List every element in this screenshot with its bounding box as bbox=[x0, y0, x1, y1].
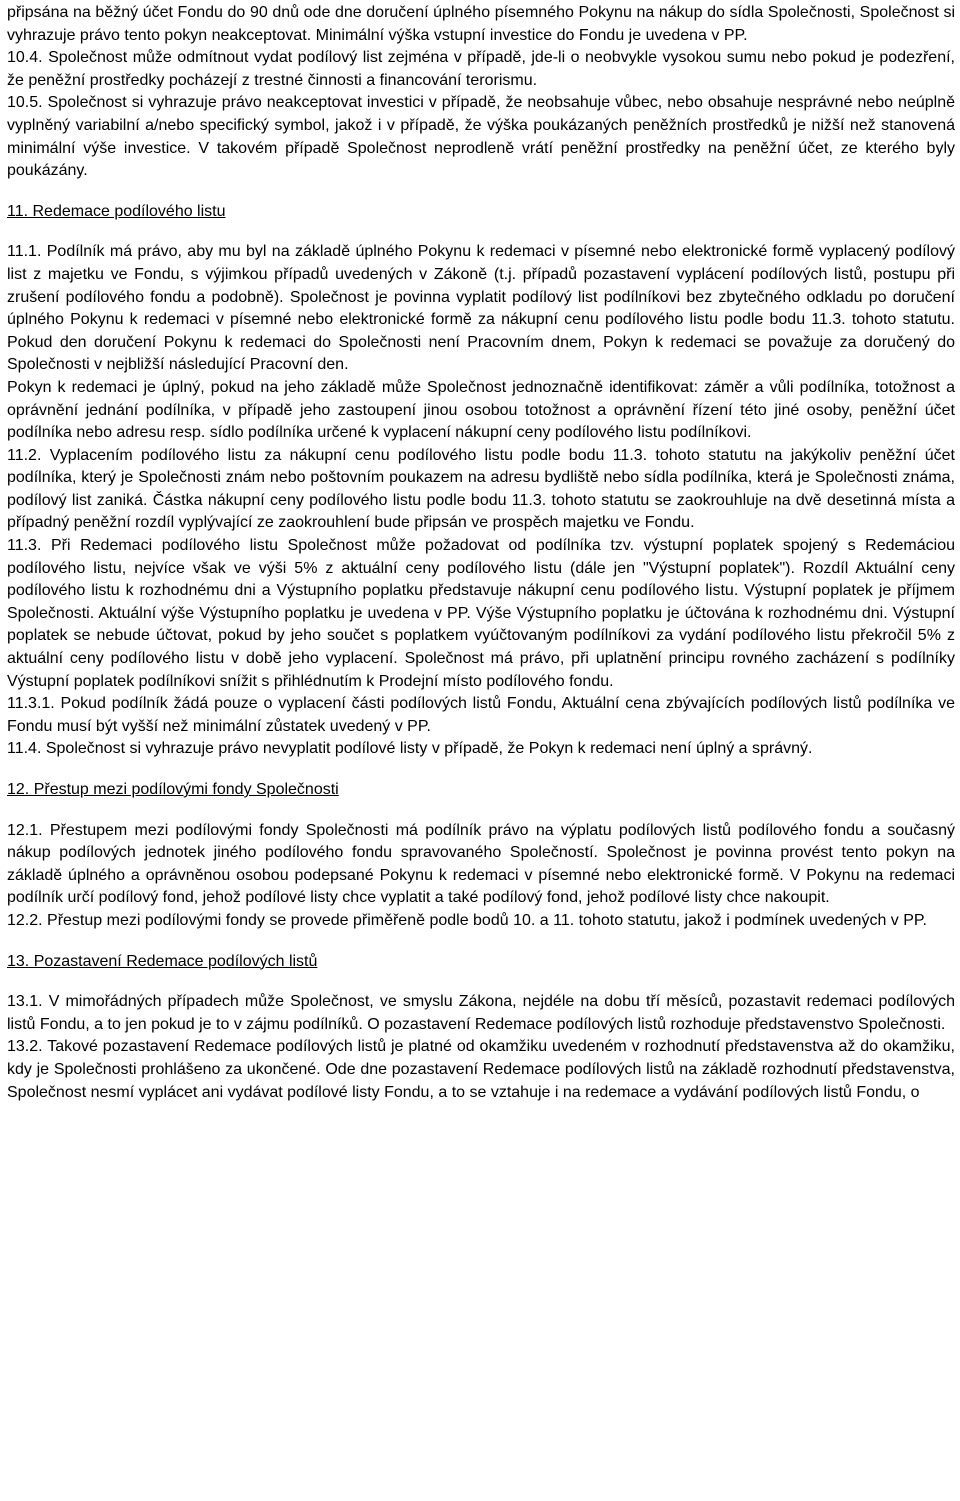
section-heading-12: 12. Přestup mezi podílovými fondy Společnosti bbox=[7, 781, 339, 798]
paragraph-11-3-1: 11.3.1. Pokud podílník žádá pouze o vyplacení části podílových listů Fondu, Aktuální cena zbývajících podílových listů podílníka ve Fondu musí být vyšší než minimální zůstatek uvedený v PP. bbox=[7, 695, 955, 735]
paragraph-10-4: 10.4. Společnost může odmítnout vydat podílový list zejména v případě, jde-li o neobvykle vysokou sumu nebo pokud je podezření, že peněžní prostředky pocházejí z trestné činnosti a financování terorismu. bbox=[7, 49, 955, 89]
document-page bbox=[7, 2, 955, 1104]
paragraph-10-5: 10.5. Společnost si vyhrazuje právo neakceptovat investici v případě, že neobsahuje vůbec, nebo obsahuje nesprávné nebo neúplně vyplněný variabilní a/nebo specifický symbol, jakož i v případě, že výška poukázaných peněžních prostředků je nižší než stanovená minimální výše investice. V takovém případě Společnost neprodleně vrátí peněžní prostředky na peněžní účet, ze kterého byly poukázány. bbox=[7, 94, 955, 180]
paragraph-11-1-order: Pokyn k redemaci je úplný, pokud na jeho základě může Společnost jednoznačně identifikovat: záměr a vůli podílníka, totožnost a oprávnění jednání podílníka, v případě jeho zastoupení jinou osobou totožnost a oprávnění řízení této jiné osoby, peněžní účet podílníka nebo adresu resp. sídlo podílníka určené k vyplacení nákupní ceny podílového listu podílníkovi. bbox=[7, 378, 955, 442]
paragraph-12-2: 12.2. Přestup mezi podílovými fondy se provede přiměřeně podle bodů 10. a 11. tohoto statutu, jakož i podmínek uvedených v PP. bbox=[7, 911, 927, 929]
paragraph-13-2: 13.2. Takové pozastavení Redemace podílových listů je platné od okamžiku uvedeném v rozhodnutí představenstva až do okamžiku, kdy je Společnosti prohlášeno za ukončené. Ode dne pozastavení Redemace podílových listů na základě rozhodnutí představenstva, Společnost nesmí vyplácet ani vydávat podílové listy Fondu, a to se vztahuje i na redemace a vydávání podílových listů Fondu, o bbox=[7, 1038, 955, 1101]
paragraph-11-3: 11.3. Při Redemaci podílového listu Společnost může požadovat od podílníka tzv. výstupní poplatek spojený s Redemáciou podílového listu, nejvíce však ve výši 5% z aktuální ceny podílového listu (dále jen "Výstupní poplatek"). Rozdíl Aktuální ceny podílového listu k rozhodnému dni a Výstupního poplatku představuje nákupní cenu podílového listu. Výstupní poplatek je příjmem Společnosti. Aktuální výše Výstupního poplatku je uvedena v PP. Výše Výstupního poplatku je účtována k rozhodnému dni. Výstupní poplatek se nebude účtovat, pokud by jeho součet s poplatkem vyúčtovaným podílníkovi za vydání podílového listu překročil 5% z aktuální ceny podílového listu v době jeho vyplacení. Společnost má právo, při uplatnění principu rovného zacházení s podílníky Výstupní poplatek podílníkovi snížit s přihlédnutím k Prodejní místo podílového fondu. bbox=[7, 537, 955, 690]
paragraph-10-3-continued: připsána na běžný účet Fondu do 90 dnů ode dne doručení úplného písemného Pokynu na nákup do sídla Společnosti, Společnost si vyhrazuje právo tento pokyn neakceptovat. Minimální výška vstupní investice do Fondu je uvedena v PP. bbox=[7, 4, 955, 44]
section-heading-13: 13. Pozastavení Redemace podílových listů bbox=[7, 952, 318, 970]
paragraph-13-1: 13.1. V mimořádných případech může Společnost, ve smyslu Zákona, nejdéle na dobu tří měsíců, pozastavit redemaci podílových listů Fondu, a to jen pokud je to v zájmu podílníků. O pozastavení Redemace podílových listů rozhoduje představenstvo Společnosti. bbox=[7, 993, 955, 1033]
paragraph-11-4: 11.4. Společnost si vyhrazuje právo nevyplatit podílové listy v případě, že Pokyn k redemaci není úplný a správný. bbox=[7, 740, 813, 758]
section-heading-11: 11. Redemace podílového listu bbox=[7, 202, 226, 220]
paragraph-11-2: 11.2. Vyplacením podílového listu za nákupní cenu podílového listu podle bodu 11.3. tohoto statutu na jakýkoliv peněžní účet podílníka, který je Společnosti znám nebo poštovním poukazem na adresu bydliště nebo sídla podílníka, která je Společnosti známa, podílový list zaniká. Částka nákupní ceny podílového listu podle bodu 11.3. tohoto statutu se zaokrouhluje na dvě desetinná místa a případný peněžní rozdíl vyplývající ze zaokrouhlení bude připsán ve prospěch majetku ve Fondu. bbox=[7, 446, 955, 532]
paragraph-11-1: 11.1. Podílník má právo, aby mu byl na základě úplného Pokynu k redemaci v písemné nebo elektronické formě vyplacený podílový list z majetku ve Fondu, s výjimkou případů uvedených v Zákoně (t.j. případů pozastavení vyplácení podílových listů, postupu při zrušení podílového fondu a podobně). Společnost je povinna vyplatit podílový list podílníkovi bez zbytečného odkladu po doručení úplného Pokynu k redemaci v písemné nebo elektronické formě za nákupní cenu podílového listu podle bodu 11.3. tohoto statutu. Pokud den doručení Pokynu k redemaci do Společnosti není Pracovním dnem, Pokyn k redemaci se považuje za doručený do Společnosti v nejbližší následující Pracovní den. bbox=[7, 243, 955, 374]
paragraph-12-1: 12.1. Přestupem mezi podílovými fondy Společnosti má podílník právo na výplatu podílových listů podílového fondu a současný nákup podílových jednotek jiného podílového fondu spravovaného Společností. Společnost je povinna provést tento pokyn na základě úplného a oprávněnou osobou podepsané Pokynu k redemaci v písemné nebo elektronické formě. V Pokynu na redemaci podílník určí podílový fond, jehož podílové listy chce vyplatit a také podílový fond, jehož podílové listy chce nakoupit. bbox=[7, 821, 955, 907]
